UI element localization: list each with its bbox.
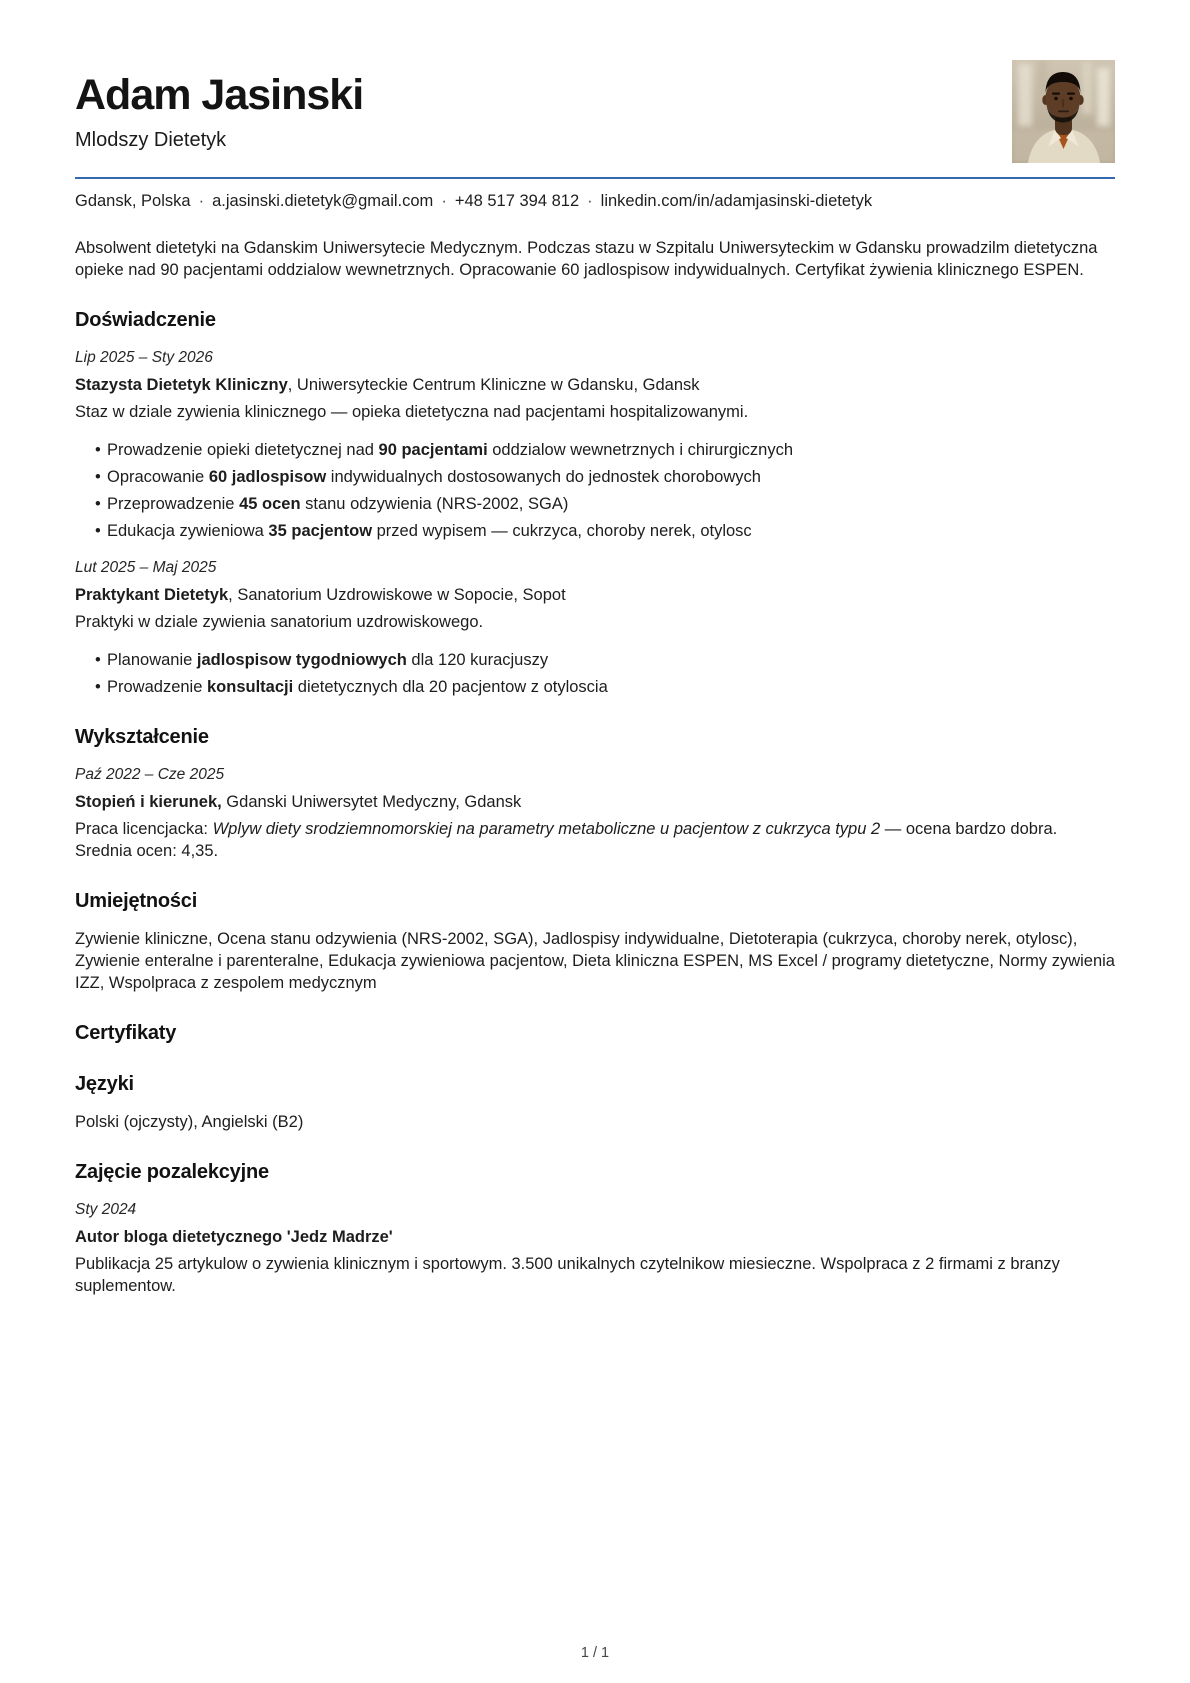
- entry-dates: Paź 2022 – Cze 2025: [75, 766, 225, 783]
- section-certificates: [75, 1022, 1115, 1045]
- bullet-item: • Planowanie jadlospisow tygodniowych dla 120 kuracjuszy: [75, 649, 1115, 671]
- entry-dates: Lut 2025 – Maj 2025: [75, 559, 217, 576]
- section-heading-skills: Umiejętności: [75, 890, 198, 912]
- summary-paragraph: Absolwent dietetyki na Gdanskim Uniwersytecie Medycznym. Podczas stazu w Szpitalu Uniwersyteckim w Gdansku prowadzilm dietetyczna opieke nad 90 pacjentami oddzialow wewnetrznych. Opracowanie 60 jadlospisow indywidualnych. Certyfikat żywienia klinicznego ESPEN.: [75, 239, 1098, 279]
- blog-title: Autor bloga dietetycznego 'Jedz Madrze': [75, 1228, 393, 1246]
- section-education: [75, 726, 1115, 862]
- section-heading-certificates: Certyfikaty: [75, 1022, 177, 1044]
- separator-dot: ·: [587, 192, 593, 210]
- separator-dot: ·: [198, 192, 205, 210]
- section-heading-education: Wykształcenie: [75, 726, 209, 748]
- entry-bullets: [75, 439, 1115, 542]
- job-title: Mlodszy Dietetyk: [75, 129, 227, 151]
- experience-entry: [75, 559, 1115, 698]
- bullet-item: • Opracowanie 60 jadlospisow indywidualnych dostosowanych do jednostek chorobowych: [75, 466, 1115, 488]
- contact-email: a.jasinski.dietetyk@gmail.com: [212, 192, 434, 210]
- languages-paragraph: Polski (ojczysty), Angielski (B2): [75, 1113, 304, 1131]
- contact-line: [75, 192, 1115, 211]
- section-heading-experience: Doświadczenie: [75, 309, 216, 331]
- thesis-line: Praca licencjacka: Wplyw diety srodziemnomorskiej na parametry metaboliczne u pacjentow z cukrzyca typu 2 — ocena bardzo dobra. Srednia ocen: 4,35.: [75, 820, 1058, 860]
- contact-linkedin: linkedin.com/in/adamjasinski-dietetyk: [600, 192, 873, 210]
- section-extracurricular: [75, 1161, 1115, 1297]
- name-block: [75, 60, 363, 152]
- entry-role: Praktykant Dietetyk, Sanatorium Uzdrowiskowe w Sopocie, Sopot: [75, 586, 566, 604]
- section-languages: [75, 1073, 1115, 1133]
- section-experience: [75, 309, 1115, 698]
- entry-dates: Lip 2025 – Sty 2026: [75, 349, 213, 366]
- blog-description: Publikacja 25 artykulow o zywienia klinicznym i sportowym. 3.500 unikalnych czytelnikow miesieczne. Wspolpraca z 2 firmami z branzy suplementow.: [75, 1255, 1060, 1295]
- entry-description: Staz w dziale zywienia klinicznego — opieka dietetyczna nad pacjentami hospitalizowanymi.: [75, 403, 749, 421]
- contact-location: Gdansk, Polska: [75, 192, 191, 210]
- experience-entry: [75, 349, 1115, 542]
- portrait-illustration: [1012, 60, 1115, 163]
- page-number: 1 / 1: [580, 1645, 610, 1661]
- degree-line: Stopień i kierunek, Gdanski Uniwersytet Medyczny, Gdansk: [75, 793, 522, 811]
- profile-photo: [1012, 60, 1115, 163]
- section-heading-languages: Języki: [75, 1073, 134, 1095]
- bullet-item: • Prowadzenie konsultacji dietetycznych dla 20 pacjentow z otyloscia: [75, 676, 1115, 698]
- bullet-item: • Prowadzenie opieki dietetycznej nad 90 pacjentami oddzialow wewnetrznych i chirurgicznych: [75, 439, 1115, 461]
- header: [75, 60, 1115, 163]
- entry-role: Stazysta Dietetyk Kliniczny, Uniwersyteckie Centrum Kliniczne w Gdansku, Gdansk: [75, 376, 700, 394]
- entry-dates: Sty 2024: [75, 1201, 137, 1218]
- section-skills: [75, 890, 1115, 994]
- page-title: Adam Jasinski: [75, 71, 364, 119]
- bullet-item: • Przeprowadzenie 45 ocen stanu odzywienia (NRS-2002, SGA): [75, 493, 1115, 515]
- bullet-item: • Edukacja zywieniowa 35 pacjentow przed wypisem — cukrzyca, choroby nerek, otylosc: [75, 520, 1115, 542]
- separator-dot: ·: [441, 192, 447, 210]
- entry-description: Praktyki w dziale zywienia sanatorium uzdrowiskowego.: [75, 613, 484, 631]
- entry-bullets: [75, 649, 1115, 698]
- header-divider: [75, 177, 1115, 179]
- section-heading-extracurricular: Zajęcie pozalekcyjne: [75, 1161, 269, 1183]
- contact-phone: +48 517 394 812: [454, 192, 580, 210]
- skills-paragraph: Zywienie kliniczne, Ocena stanu odzywienia (NRS-2002, SGA), Jadlospisy indywidualne, Dietoterapia (cukrzyca, choroby nerek, otylosc), Zywienie enteralne i parenteralne, Edukacja zywieniowa pacjentow, Dieta kliniczna ESPEN, MS Excel / programy dietetyczne, Normy zywienia IZZ, Wspolpraca z zespolem medycznym: [75, 930, 1115, 992]
